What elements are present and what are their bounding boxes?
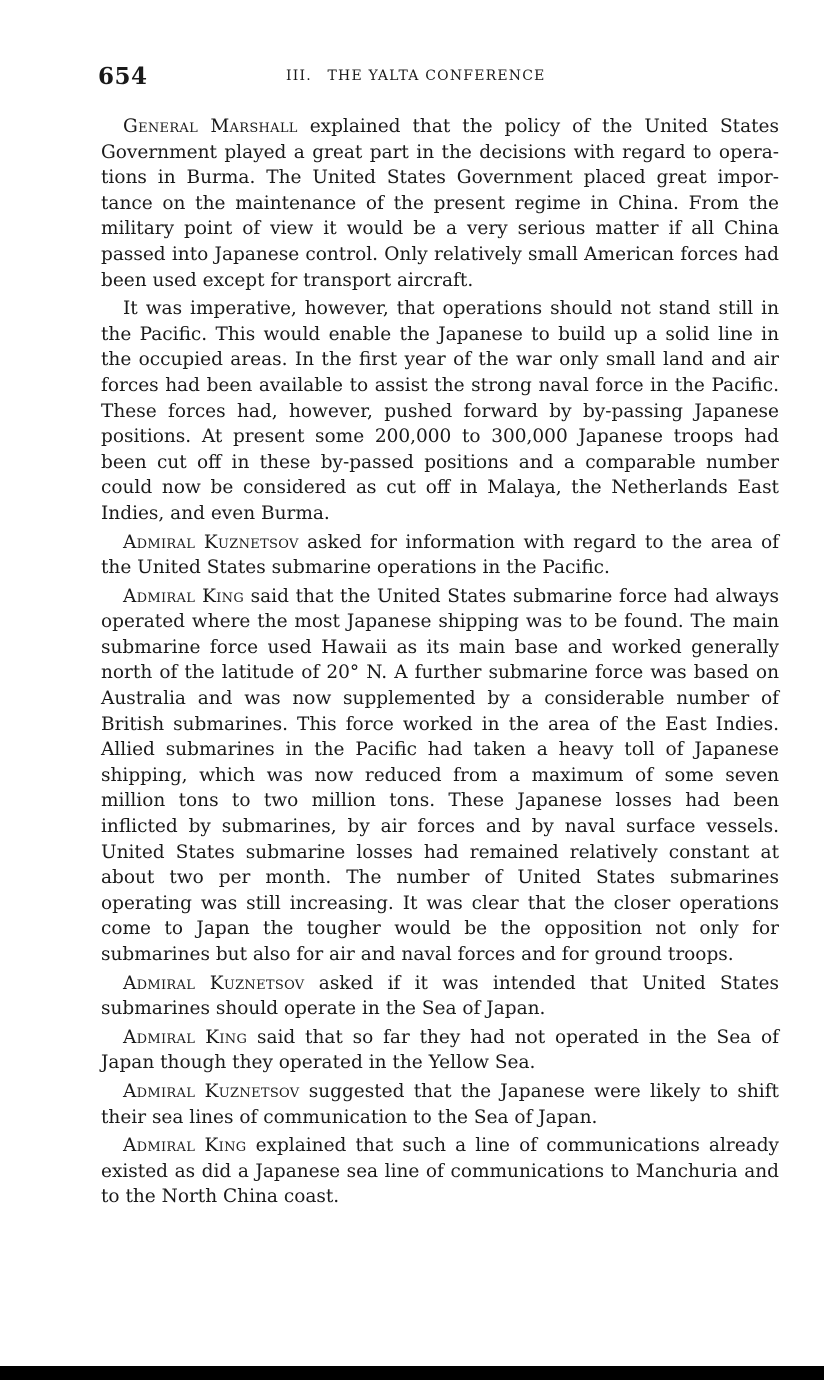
speaker-name: Admiral Kuznetsov (123, 972, 305, 994)
paragraph (101, 971, 779, 1022)
speaker-name: Admiral King (123, 1135, 247, 1157)
running-head (286, 68, 546, 84)
paragraph-text: asked for information with regard to the area of the United States submarine operations in the Pacific. (101, 531, 779, 579)
paragraph-text: explained that such a line of communications already existed as did a Japanese sea line of communications to Manchuria and to the North China coast. (101, 1135, 779, 1208)
chapter-title: THE YALTA CONFERENCE (327, 68, 546, 84)
paragraph-text: suggested that the Japanese were likely to shift their sea lines of communication to the Sea of Japan. (101, 1080, 779, 1128)
paragraph-text: It was imperative, however, that operations should not stand still in the Pacific. This would enable the Japanese to build up a solid line in the occupied areas. In the first year of the war only small land and air forces had been available to assist the strong naval force in the Pacific. These forces had, however, pushed forward by by-passing Japanese positions. At present some 200,000 to 300,000 Japanese troops had been cut off in these by-passed positions and a comparable number could now be considered as cut off in Malaya, the Netherlands East Indies, and even Burma. (101, 298, 779, 524)
page-number: 654 (98, 63, 148, 90)
paragraph-text: said that the United States submarine force had always operated where the most Japanese shipping was to be found. The main submarine force used Hawaii as its main base and worked generally north of the latitude of 20° N. A further submarine force was based on Australia and was now supplemented by a considerable number of British submarines. This force worked in the area of the East Indies. Allied submarines in the Pacific had taken a heavy toll of Japanese shipping, which was now reduced from a maximum of some seven million tons to two million tons. These Japanese losses had been inflicted by submarines, by air forces and by naval surface vessels. United States submarine losses had remained relatively constant at about two per month. The number of United States submarines operating was still increasing. It was clear that the closer operations come to Japan the tougher would be the opposition not only for submarines but also for air and naval forces and for ground troops. (101, 585, 779, 965)
paragraph (101, 584, 779, 968)
paragraph (101, 1133, 779, 1210)
scan-bottom-edge (0, 1366, 824, 1380)
body-text (101, 114, 779, 1213)
paragraph (101, 114, 779, 293)
speaker-name: General Marshall (123, 116, 298, 137)
paragraph (101, 296, 779, 526)
paragraph-text: explained that the policy of the United States Government played a great part in the decisions with regard to operations in Burma. The United States Government placed great importance on the maintenance of the present regime in China. From the military point of view it would be a very serious matter if all China passed into Japanese control. Only relatively small American forces had been used except for transport aircraft. (101, 116, 779, 291)
paragraph (101, 530, 779, 581)
paragraph (101, 1079, 779, 1130)
paragraph-text: said that so far they had not operated in the Sea of Japan though they operated in the Yellow Sea. (101, 1026, 779, 1074)
paragraph (101, 1025, 779, 1076)
speaker-name: Admiral Kuznetsov (123, 1080, 300, 1102)
speaker-name: Admiral King (123, 585, 244, 607)
speaker-name: Admiral Kuznetsov (123, 531, 299, 553)
speaker-name: Admiral King (123, 1026, 248, 1048)
chapter-number: III. (286, 68, 312, 84)
paragraph-text: asked if it was intended that United States submarines should operate in the Sea of Japan. (101, 972, 780, 1020)
